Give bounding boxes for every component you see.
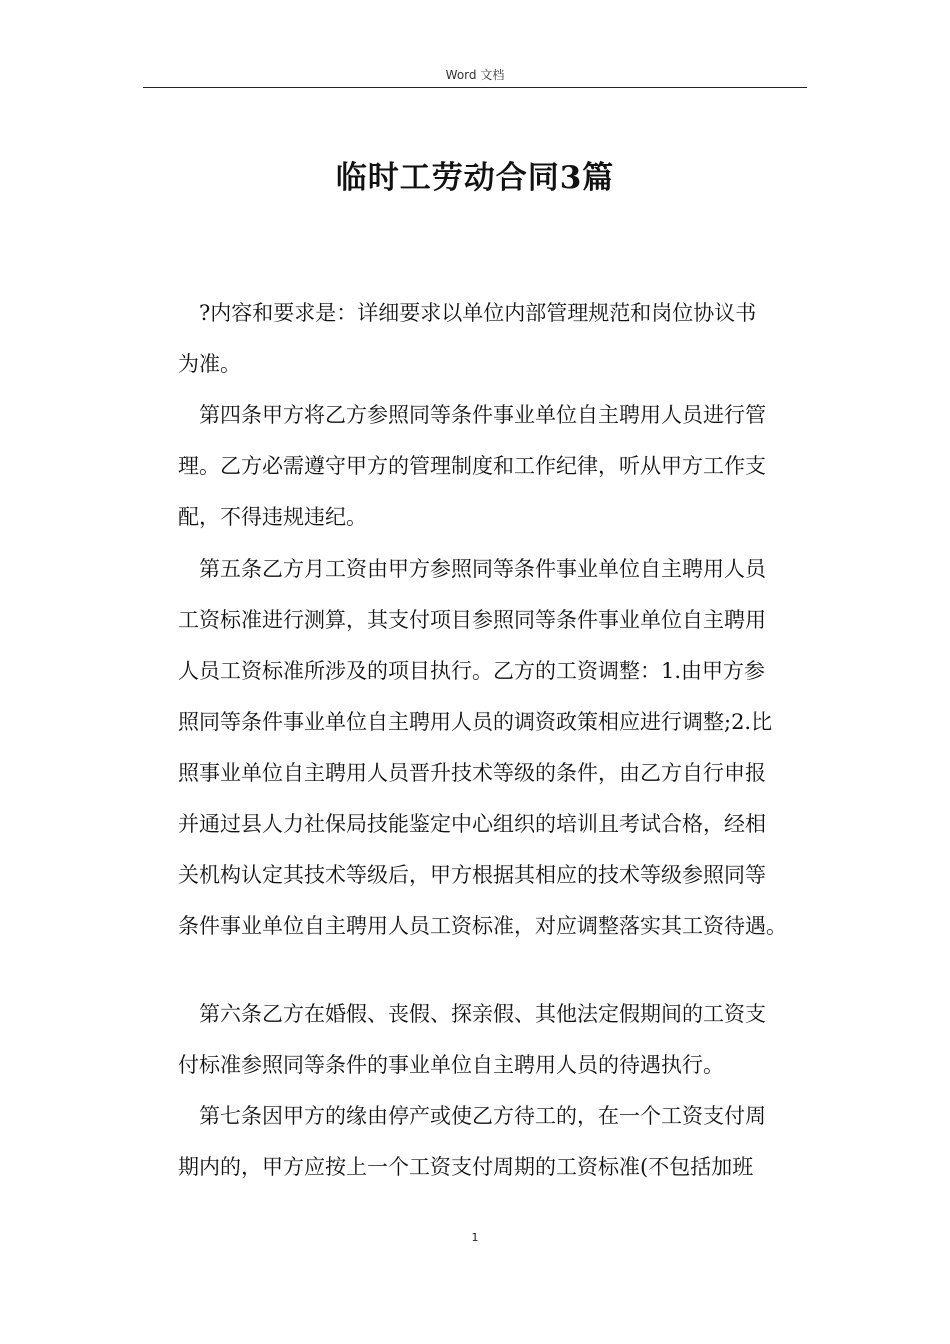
body-line: 配，不得违规违纪。 xyxy=(178,505,367,529)
body-line: 付标准参照同等条件的事业单位自主聘用人员的待遇执行。 xyxy=(178,1053,724,1077)
body-line: ?内容和要求是：详细要求以单位内部管理规范和岗位协议书 xyxy=(199,301,757,325)
body-line: 理。乙方必需遵守甲方的管理制度和工作纪律，听从甲方工作支 xyxy=(178,454,766,478)
body-line: 第四条甲方将乙方参照同等条件事业单位自主聘用人员进行管 xyxy=(199,403,766,427)
body-line: 工资标准进行测算，其支付项目参照同等条件事业单位自主聘用 xyxy=(178,608,766,632)
body-line: 第七条因甲方的缘由停产或使乙方待工的，在一个工资支付周 xyxy=(199,1104,766,1128)
document-title: 临时工劳动合同3篇 xyxy=(335,160,615,196)
body-line: 第六条乙方在婚假、丧假、探亲假、其他法定假期间的工资支 xyxy=(199,1002,766,1026)
page-number: 1 xyxy=(471,1231,479,1244)
page-header: Word 文档 xyxy=(445,68,505,82)
body-line: 人员工资标准所涉及的项目执行。乙方的工资调整：1.由甲方参 xyxy=(178,659,766,683)
body-line: 为准。 xyxy=(178,352,241,376)
body-line: 期内的，甲方应按上一个工资支付周期的工资标准(不包括加班 xyxy=(178,1155,754,1179)
body-line: 并通过县人力社保局技能鉴定中心组织的培训且考试合格，经相 xyxy=(178,812,766,836)
header-divider xyxy=(143,87,807,88)
body-line: 第五条乙方月工资由甲方参照同等条件事业单位自主聘用人员 xyxy=(199,557,766,581)
body-line: 关机构认定其技术等级后，甲方根据其相应的技术等级参照同等 xyxy=(178,863,766,887)
body-line: 照事业单位自主聘用人员晋升技术等级的条件，由乙方自行申报 xyxy=(178,761,766,785)
body-line: 照同等条件事业单位自主聘用人员的调资政策相应进行调整;2.比 xyxy=(178,710,773,734)
body-line: 条件事业单位自主聘用人员工资标准，对应调整落实其工资待遇。 xyxy=(178,914,787,938)
